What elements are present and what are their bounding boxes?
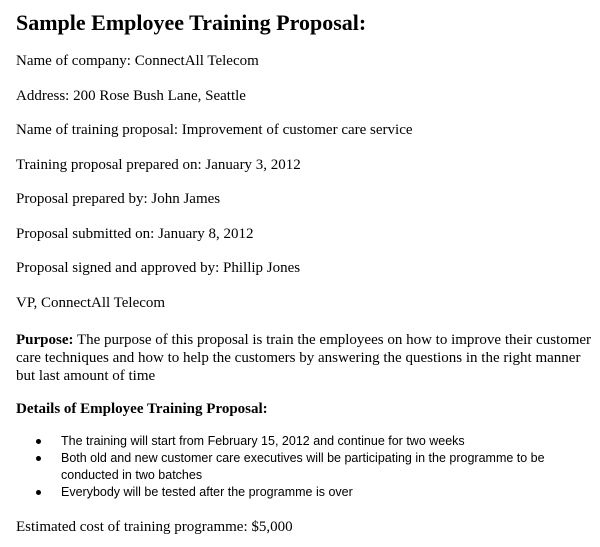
bullet-icon	[36, 456, 41, 461]
submitted-on-line: Proposal submitted on: January 8, 2012	[16, 226, 254, 242]
list-item	[16, 433, 576, 450]
details-bullet-list	[16, 433, 576, 501]
approver-title-line: VP, ConnectAll Telecom	[16, 295, 166, 311]
bullet-icon	[36, 490, 41, 495]
purpose-paragraph	[16, 331, 594, 385]
details-heading: Details of Employee Training Proposal:	[16, 401, 268, 417]
prepared-by-line: Proposal prepared by: John James	[16, 191, 221, 207]
list-item-text: Everybody will be tested after the programme is over	[61, 485, 353, 499]
address-line: Address: 200 Rose Bush Lane, Seattle	[16, 88, 246, 104]
signed-approved-line: Proposal signed and approved by: Phillip Jones	[16, 260, 301, 276]
estimated-cost-line: Estimated cost of training programme: $5,000	[16, 519, 293, 535]
list-item	[16, 484, 576, 501]
purpose-text: The purpose of this proposal is train the employees on how to improve their customer care techniques and how to help the customers by answering the questions in the right manner but last amount of time	[16, 332, 592, 384]
prepared-on-line: Training proposal prepared on: January 3, 2012	[16, 157, 301, 173]
company-name-line: Name of company: ConnectAll Telecom	[16, 53, 259, 69]
bullet-icon	[36, 439, 41, 444]
list-item	[16, 450, 576, 484]
list-item-text: The training will start from February 15, 2012 and continue for two weeks	[61, 434, 465, 448]
list-item-text: Both old and new customer care executives will be participating in the programme to be conducted in two batches	[61, 451, 545, 482]
training-proposal-name-line: Name of training proposal: Improvement of customer care service	[16, 122, 413, 138]
document-title: Sample Employee Training Proposal:	[16, 10, 367, 35]
purpose-label: Purpose:	[16, 332, 74, 348]
